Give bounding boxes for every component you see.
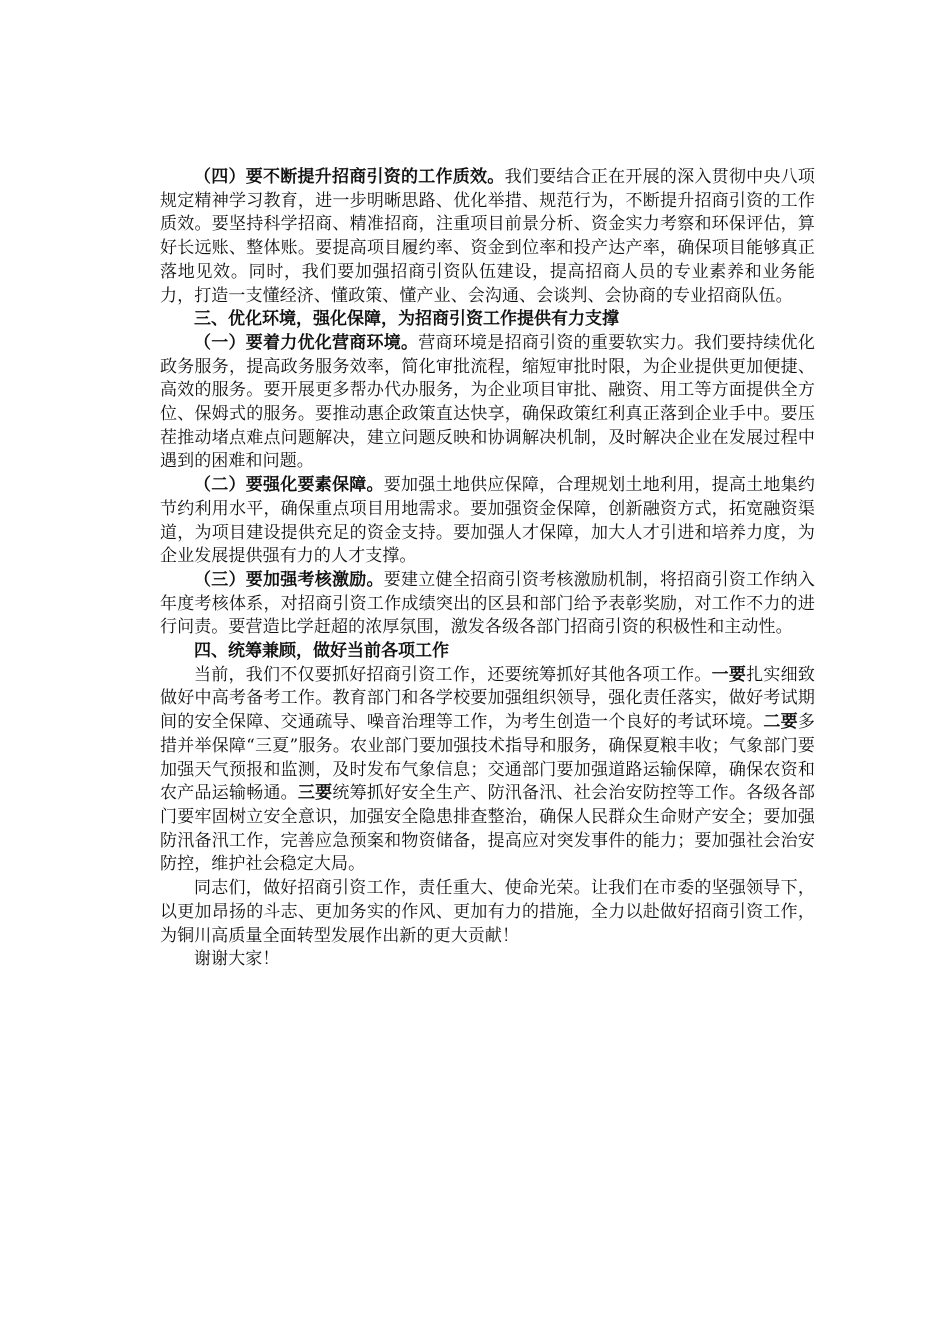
paragraph-lead: （二）要强化要素保障。 — [194, 475, 384, 496]
paragraph-factor-guarantee — [160, 474, 815, 569]
paragraph-lead: （一）要着力优化营商环境。 — [194, 332, 419, 353]
paragraph-closing: 同志们，做好招商引资工作，责任重大、使命光荣。让我们在市委的坚强领导下，以更加昂扬的斗志、更加务实的作风、更加有力的措施，全力以赴做好招商引资工作，为铜川高质量全面转型发展作出新的更大贡献！ — [160, 878, 815, 946]
paragraph-text: 当前，我们不仅要抓好招商引资工作，还要统筹抓好其他各项工作。 — [194, 664, 712, 685]
paragraph-thanks: 谢谢大家！ — [194, 949, 280, 970]
paragraph-lead: （四）要不断提升招商引资的工作质效。 — [194, 167, 505, 187]
keyword-second: 二要 — [763, 712, 798, 733]
paragraph-work-quality — [160, 166, 815, 308]
paragraph-text: 多措并举保障“三夏”服务。农业部门要加强技术指导和服务，确保夏粮丰收；气象部门要加强天气预报和监测，及时发布气象信息；交通部门要加强道路运输保障，确保农资和农产品运输畅通。 — [160, 712, 815, 804]
paragraph-current-work — [160, 664, 815, 877]
document-body — [160, 166, 815, 972]
paragraph-assessment-incentive — [160, 569, 815, 640]
section-heading-3: 三、优化环境，强化保障，为招商引资工作提供有力支撑 — [194, 309, 619, 330]
paragraph-text: 要建立健全招商引资考核激励机制，将招商引资工作纳入年度考核体系，对招商引资工作成绩突出的区县和部门给予表彰奖励，对工作不力的进行问责。要营造比学赶超的浓厚氛围，激发各级各部门招商引资的积极性和主动性。 — [160, 569, 815, 638]
paragraph-business-environment — [160, 332, 815, 474]
keyword-first: 一要 — [711, 664, 747, 685]
paragraph-text: 要加强土地供应保障，合理规划土地利用，提高土地集约节约利用水平，确保重点项目用地需求。要加强资金保障，创新融资方式，拓宽融资渠道，为项目建设提供充足的资金支持。要加强人才保障，加大人才引进和培养力度，为企业发展提供强有力的人才支撑。 — [160, 475, 815, 567]
keyword-third: 三要 — [297, 783, 333, 804]
paragraph-text: 扎实细致做好中高考备考工作。教育部门和各学校要加强组织领导，强化责任落实，做好考试期间的安全保障、交通疏导、噪音治理等工作，为考生创造一个良好的考试环境。 — [160, 664, 816, 733]
section-heading-4: 四、统筹兼顾，做好当前各项工作 — [194, 641, 449, 662]
paragraph-text: 我们要结合正在开展的深入贯彻中央八项规定精神学习教育，进一步明晰思路、优化举措、规范行为，不断提升招商引资的工作质效。要坚持科学招商、精准招商，注重项目前景分析、资金实力考察和环保评估，算好长远账、整体账。要提高项目履约率、资金到位率和投产达产率，确保项目能够真正落地见效。同时，我们要加强招商引资队伍建设，提高招商人员的专业素养和业务能力，打造一支懂经济、懂政策、懂产业、会沟通、会谈判、会协商的专业招商队伍。 — [160, 167, 815, 306]
paragraph-text: 统筹抓好安全生产、防汛备汛、社会治安防控等工作。各级各部门要牢固树立安全意识，加强安全隐患排查整治，确保人民群众生命财产安全；要加强防汛备汛工作，完善应急预案和物资储备，提高应对突发事件的能力；要加强社会治安防控，维护社会稳定大局。 — [160, 783, 815, 875]
paragraph-text: 营商环境是招商引资的重要软实力。我们要持续优化政务服务，提高政务服务效率，简化审批流程，缩短审批时限，为企业提供更加便捷、高效的服务。要开展更多帮办代办服务，为企业项目审批、融资、用工等方面提供全方位、保姆式的服务。要推动惠企政策直达快享，确保政策红利真正落到企业手中。要压茬推动堵点难点问题解决，建立问题反映和协调解决机制，及时解决企业在发展过程中遇到的困难和问题。 — [160, 332, 815, 472]
paragraph-lead: （三）要加强考核激励。 — [194, 569, 384, 590]
